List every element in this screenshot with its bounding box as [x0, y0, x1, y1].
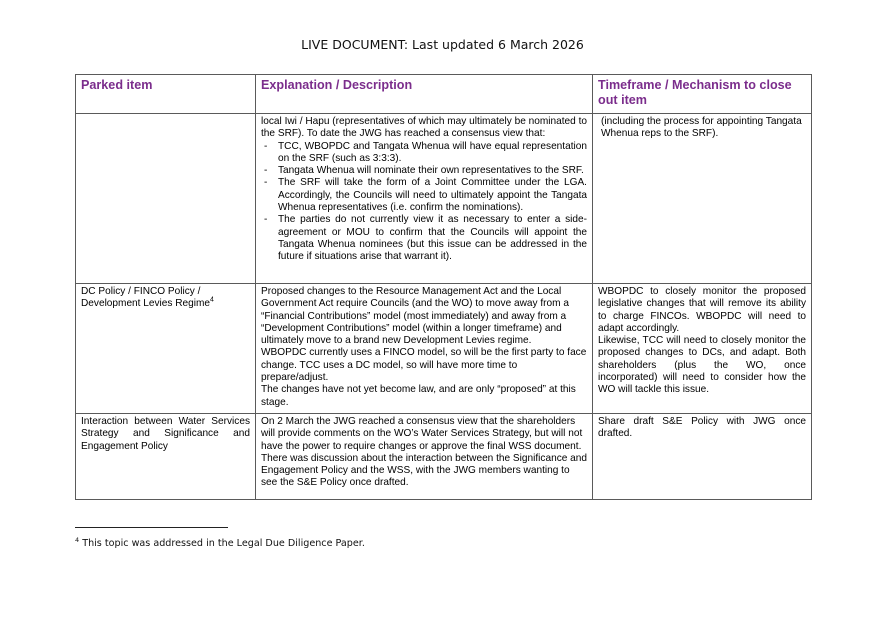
list-item: - Tangata Whenua will nominate their own representatives to the SRF.	[261, 165, 587, 177]
timeframe-text: (including the process for appointing Tangata Whenua reps to the SRF).	[601, 116, 802, 140]
parked-item-cell	[76, 284, 256, 414]
timeframe-cell	[593, 114, 812, 284]
parked-item-label: DC Policy / FINCO Policy / Development Levies Regime	[81, 286, 211, 310]
column-header-parked-item: Parked item	[76, 75, 256, 114]
explanation-cell	[256, 114, 593, 284]
table-row	[76, 284, 812, 414]
explanation-paragraph: The changes have not yet become law, and are only “proposed” at this stage.	[261, 384, 576, 408]
column-header-explanation: Explanation / Description	[256, 75, 593, 114]
column-header-timeframe: Timeframe / Mechanism to close out item	[593, 75, 812, 114]
timeframe-cell	[593, 284, 812, 414]
explanation-paragraph: There was discussion about the interaction between the Significance and Engagement Policy and the WSS, with the JWG members wanting to see the S&E Policy once drafted.	[261, 452, 588, 489]
footnote	[75, 535, 365, 549]
footnote-text: This topic was addressed in the Legal Due Diligence Paper.	[82, 538, 365, 549]
explanation-intro: local Iwi / Hapu (representatives of which may ultimately be nominated to the SRF). To date the JWG has reached a consensus view that:	[261, 116, 587, 140]
footnote-separator	[75, 527, 228, 528]
page-header: LIVE DOCUMENT: Last updated 6 March 2026	[301, 37, 584, 52]
table-row	[76, 114, 812, 284]
explanation-cell	[256, 414, 593, 500]
explanation-cell	[256, 284, 593, 414]
footnote-number: 4	[75, 535, 80, 544]
explanation-paragraph: Proposed changes to the Resource Management Act and the Local Government Act require Councils (and the WO) to move away from a “Financial Contributions” model (most immediately) and away from a “Development Contributions” model (within a longer timeframe) and ultimately move to a brand new Development Levies regime.	[261, 286, 569, 347]
list-item: - The SRF will take the form of a Joint Committee under the LGA. Accordingly, the Councils will need to ultimately appoint the Tangata Whenua representatives (i.e. confirm the nominations).	[261, 177, 587, 214]
timeframe-paragraph: WBOPDC to closely monitor the proposed legislative changes that will remove its ability to charge FINCOs. WBOPDC will need to adapt accordingly.	[598, 286, 806, 334]
list-item: - TCC, WBOPDC and Tangata Whenua will have equal representation on the SRF (such as 3:3:3).	[261, 141, 587, 166]
parked-item-cell: Interaction between Water Services Strategy and Significance and Engagement Policy	[76, 414, 256, 500]
explanation-paragraph: On 2 March the JWG reached a consensus view that the shareholders will provide comments on the WO’s Water Services Strategy, but will not have the power to require changes or approve the final WSS document.	[261, 416, 583, 452]
parked-item-cell	[76, 114, 256, 284]
timeframe-paragraph: Likewise, TCC will need to closely monitor the proposed changes to DCs, and adapt. Both shareholders (plus the WO, once incorporated) will need to consider how the WO will tackle this issue.	[598, 335, 806, 396]
explanation-paragraph: WBOPDC currently uses a FINCO model, so will be the first party to face change. TCC uses a DC model, so will have more time to prepare/adjust.	[261, 347, 587, 384]
footnote-ref[interactable]: 4	[210, 296, 214, 304]
table-row	[76, 414, 812, 500]
timeframe-cell: Share draft S&E Policy with JWG once drafted.	[593, 414, 812, 500]
parked-items-table	[75, 74, 812, 500]
table-header-row	[76, 75, 812, 114]
consensus-list	[261, 141, 587, 264]
list-item: - The parties do not currently view it as necessary to enter a side-agreement or MOU to confirm that the Councils will appoint the Tangata Whenua nominees (but this issue can be addressed in the future if situations arise that warrant it).	[261, 214, 587, 263]
